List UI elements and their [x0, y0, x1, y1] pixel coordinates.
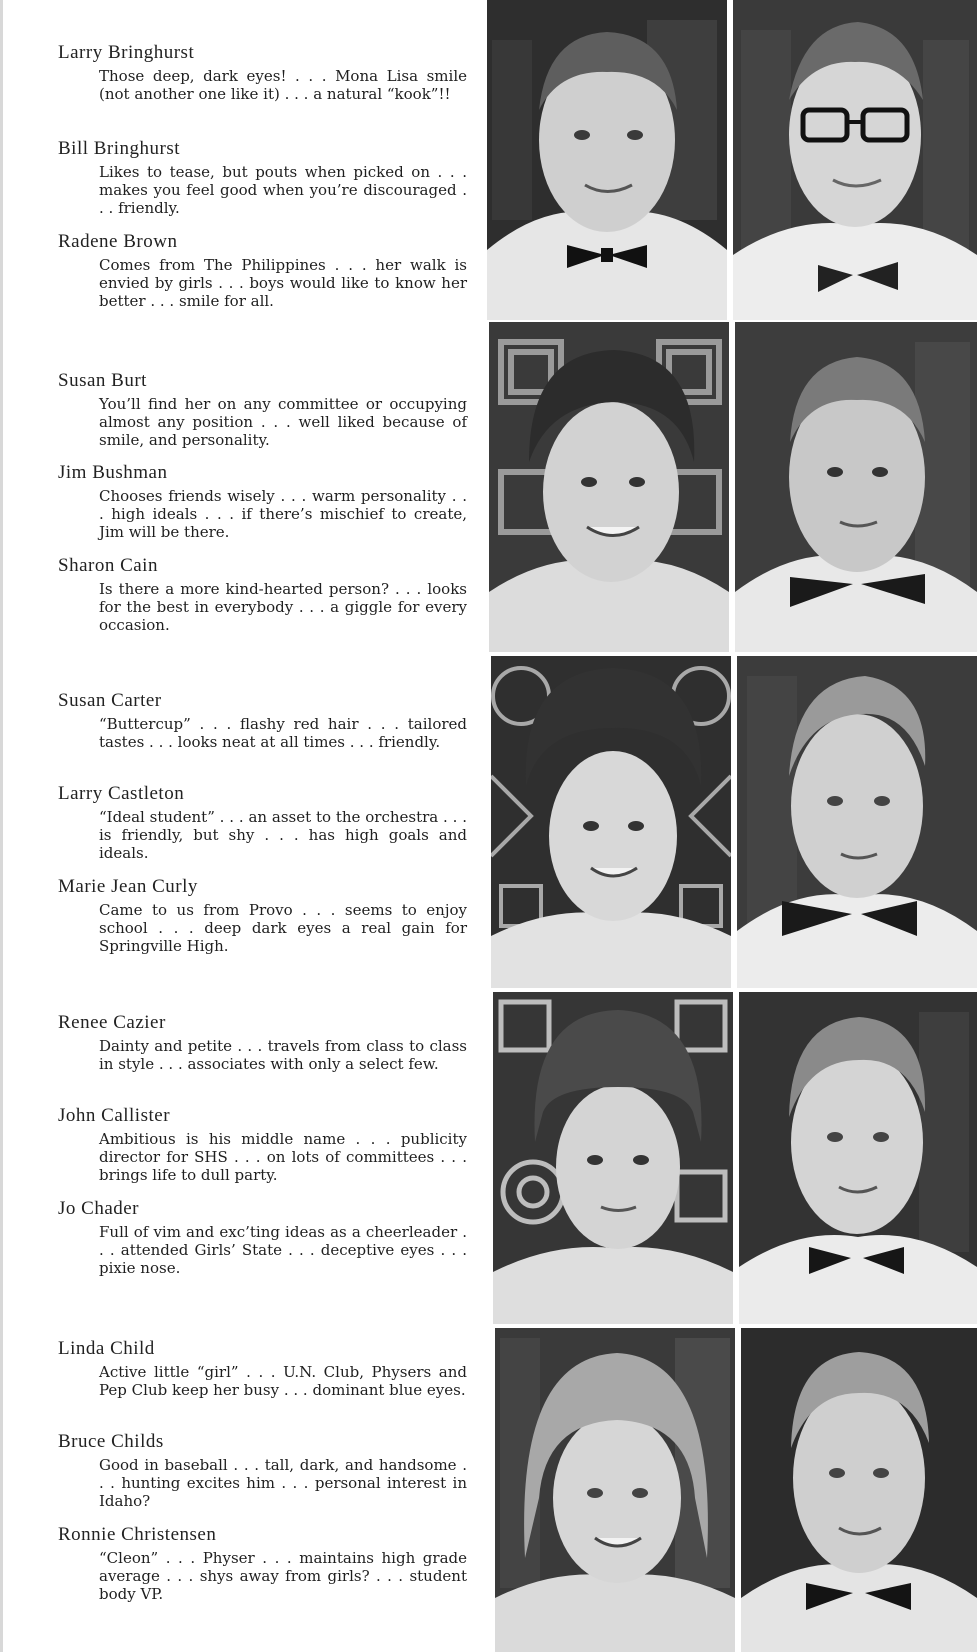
- senior-entry: [58, 1198, 478, 1277]
- portrait-photo: [489, 322, 729, 652]
- senior-bio: Ambitious is his middle name . . . publicity director for SHS . . . on lots of committees . . . brings life to dull party.: [99, 1130, 467, 1184]
- senior-name: Marie Jean Curly: [58, 876, 198, 897]
- portrait-photo: [495, 1328, 735, 1652]
- senior-bio: Came to us from Provo . . . seems to enjoy school . . . deep dark eyes a real gain for Springville High.: [99, 901, 467, 955]
- senior-entry: [58, 1105, 478, 1184]
- senior-name: Radene Brown: [58, 231, 178, 252]
- portrait-grid: [485, 0, 977, 1652]
- senior-name: Sharon Cain: [58, 555, 158, 576]
- senior-bio: Good in baseball . . . tall, dark, and handsome . . . hunting excites him . . . personal interest in Idaho?: [99, 1456, 467, 1510]
- senior-entry: [58, 555, 478, 634]
- senior-bio: “Ideal student” . . . an asset to the orchestra . . . is friendly, but shy . . . has high goals and ideals.: [99, 808, 467, 862]
- senior-name: John Callister: [58, 1105, 171, 1126]
- senior-entry: [58, 876, 478, 955]
- senior-name: Linda Child: [58, 1338, 155, 1359]
- senior-entry: [58, 1524, 478, 1603]
- senior-name: Susan Burt: [58, 370, 147, 391]
- senior-bio: Dainty and petite . . . travels from class to class in style . . . associates with only a select few.: [99, 1037, 467, 1073]
- portrait-photo: [493, 992, 733, 1324]
- senior-entry: [58, 1431, 478, 1510]
- senior-entry: [58, 783, 478, 862]
- senior-name: Renee Cazier: [58, 1012, 166, 1033]
- senior-name: Larry Bringhurst: [58, 42, 195, 63]
- senior-name: Susan Carter: [58, 690, 162, 711]
- senior-bio: Likes to tease, but pouts when picked on . . . makes you feel good when you’re discouraged . . . friendly.: [99, 163, 467, 217]
- senior-bio: Full of vim and exc’ting ideas as a cheerleader . . . attended Girls’ State . . . deceptive eyes . . . pixie nose.: [99, 1223, 467, 1277]
- portrait-photo: [491, 656, 731, 988]
- portrait-photo: [737, 656, 977, 988]
- senior-entry: [58, 42, 478, 103]
- senior-bio: “Cleon” . . . Physer . . . maintains high grade average . . . shys away from girls? . . . student body VP.: [99, 1549, 467, 1603]
- senior-entry: [58, 1338, 478, 1399]
- senior-entry: [58, 690, 478, 751]
- senior-entry: [58, 370, 478, 449]
- senior-name: Ronnie Christensen: [58, 1524, 217, 1545]
- portrait-photo: [739, 992, 977, 1324]
- senior-entry: [58, 1012, 478, 1073]
- senior-name: Jim Bushman: [58, 462, 168, 483]
- portrait-photo: [487, 0, 727, 320]
- portrait-photo: [733, 0, 977, 320]
- senior-entry: [58, 138, 478, 217]
- senior-bios-column: [0, 0, 485, 1652]
- senior-bio: “Buttercup” . . . flashy red hair . . . tailored tastes . . . looks neat at all times . . . friendly.: [99, 715, 467, 751]
- portrait-photo: [741, 1328, 977, 1652]
- senior-entry: [58, 462, 478, 541]
- senior-bio: Chooses friends wisely . . . warm personality . . . high ideals . . . if there’s mischief to create, Jim will be there.: [99, 487, 467, 541]
- senior-bio: Comes from The Philippines . . . her walk is envied by girls . . . boys would like to know her better . . . smile for all.: [99, 256, 467, 310]
- senior-entry: [58, 231, 478, 310]
- senior-bio: Those deep, dark eyes! . . . Mona Lisa smile (not another one like it) . . . a natural “kook”!!: [99, 67, 467, 103]
- senior-name: Bruce Childs: [58, 1431, 164, 1452]
- senior-name: Larry Castleton: [58, 783, 185, 804]
- senior-bio: You’ll find her on any committee or occupying almost any position . . . well liked because of smile, and personality.: [99, 395, 467, 449]
- senior-name: Bill Bringhurst: [58, 138, 181, 159]
- senior-bio: Active little “girl” . . . U.N. Club, Physers and Pep Club keep her busy . . . dominant blue eyes.: [99, 1363, 467, 1399]
- portrait-photo: [735, 322, 977, 652]
- senior-bio: Is there a more kind-hearted person? . . . looks for the best in everybody . . . a giggle for every occasion.: [99, 580, 467, 634]
- senior-name: Jo Chader: [58, 1198, 140, 1219]
